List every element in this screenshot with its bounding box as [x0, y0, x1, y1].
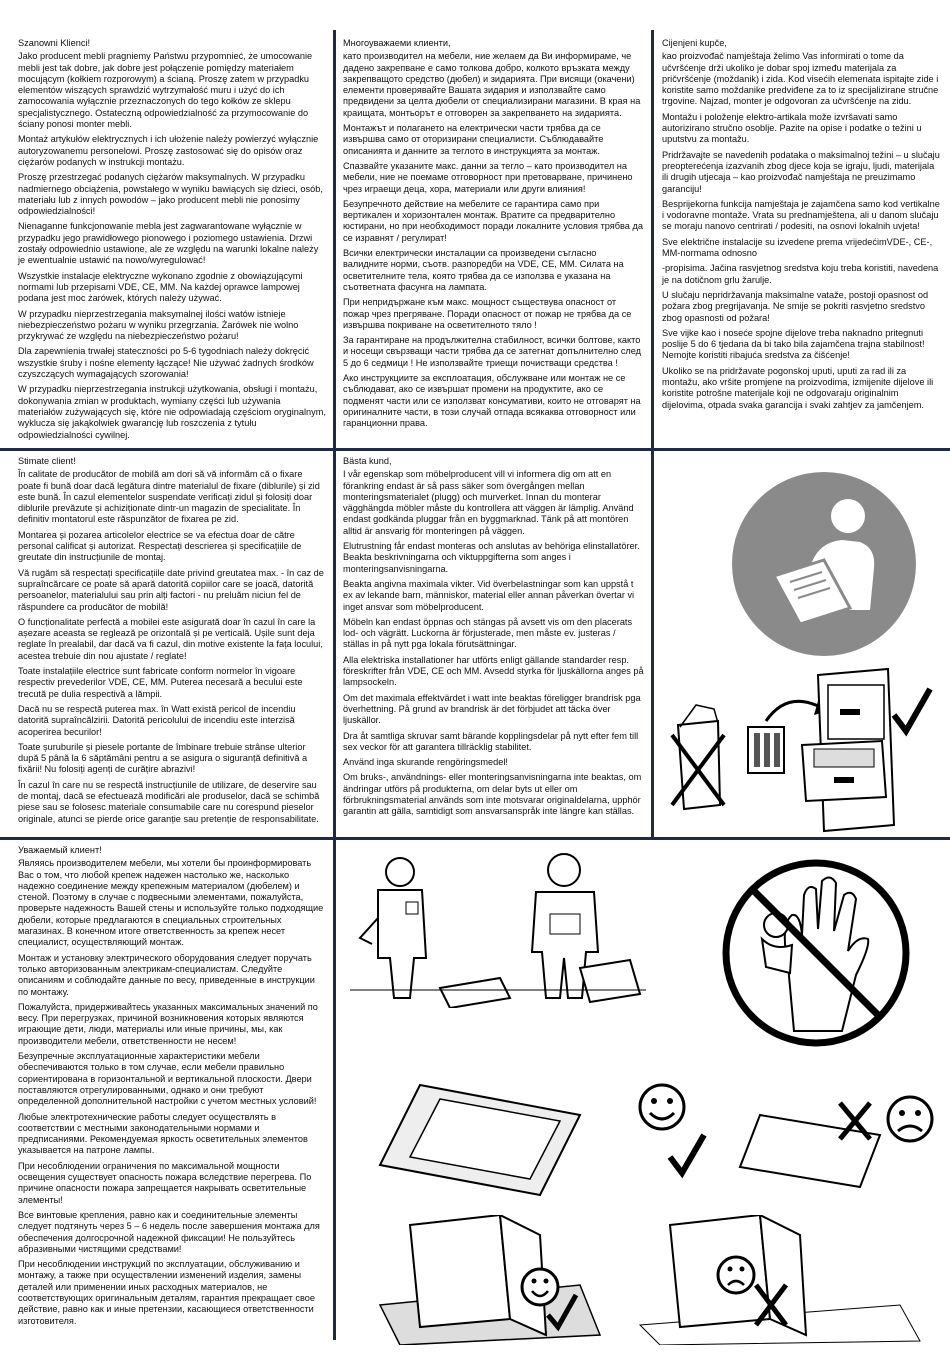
paragraph: При несоблюдении инструкций по эксплуатации, обслуживанию и монтажу, а также при осуществлении изменений изделия, замены деталей или применении иных расходных материалов, не соответствующих оригинальным деталям, гарантия прекращает свое действие, равно как и иные претензии, касающиеся ответственности изготовителя.: [18, 1259, 315, 1326]
greeting: Szanowni Klienci!: [18, 38, 91, 48]
crate-smiley-icon: [340, 1215, 940, 1345]
paragraph: Toate șuruburile și piesele portante de îmbinare trebuie strânse ulterior după 5 până la 6 săptămâni pentru a se asigura o siguranță definitivă a fixării! Nu folosiți agenți de curățire abrazivi!: [18, 741, 308, 775]
paragraph: При непридържане към макс. мощност съществува опасност от пожар чрез прегряване. Поради опасност от пожар не трябва да се извършва покриване на осветителното тяло !: [343, 297, 632, 330]
divider-top: [0, 448, 950, 451]
paragraph: При несоблюдении ограничения по максимальной мощности освещения существует опасность пожара вследствие перегрева. По причине опасности пожара запрещается накрывать осветительные элементы!: [18, 1160, 312, 1205]
paragraph: În calitate de producător de mobilă am dori să vă informăm că o fixare poate fi bună doar dacă legătura dintre materialul de fixare (diblurile) și zid este bună. În cazul elementelor suspendate verificați zidul și folosiți doar diblurile prevăzute și achiziționate dintr-un magazin de specialitate. În definitiv montatorul este răspunzător de fixarea pe zid.: [18, 469, 320, 525]
paragraph: Proszę przestrzegać podanych ciężarów maksymalnych. W przypadku nadmiernego obciążenia, powstałego w wyniku bawiących się dzieci, osób, materiału lub z innych powodów – jako producent mebli nie ponosimy odpowiedzialności!: [18, 172, 323, 217]
section-polish: [12, 36, 332, 446]
paragraph: Möbeln kan endast öppnas och stängas på avsett vis om den placerats lod- och vägrätt. Luckorna är förjusterade, men måste ev. justeras / ställas in på nytt pga lokala förutsättningar.: [343, 616, 633, 650]
section-swedish: [337, 454, 650, 836]
greeting: Bästa kund,: [343, 456, 392, 466]
rug-smiley-icon: [340, 1075, 940, 1205]
paragraph: Wszystkie instalacje elektryczne wykonano zgodnie z obowiązującymi normami lub przepisami VDE, CE, MM. Na każdej oprawce lampowej podana jest moc żarówek, których należy używać.: [18, 270, 303, 304]
paragraph: Sve vijke kao i noseće spojne dijelove treba naknadno pritegnuti poslije 5 do 6 tjedana da bi tako bila zajamčena trajna stabilnost! Nemojte koristiti ribajuća sredstva za čišćenje!: [662, 327, 925, 361]
section-croatian: [656, 36, 946, 446]
paragraph: Elutrustning får endast monteras och anslutas av behöriga elinstallatörer. Beakta beskrivningarna och viktuppgifterna som anges i monteringsanvisningarna.: [343, 541, 640, 574]
section-romanian: [12, 454, 332, 836]
divider-bottom: [0, 837, 950, 840]
paragraph: Sve električne instalacije su izvedene prema vrijedećimVDE-, CE-, MM-normama odnosno: [662, 236, 933, 259]
paragraph: Безупречные эксплуатационные характеристики мебели обеспечиваются только в том случае, если мебели правильно сориентирована в горизонтальной и вертикальной плоскости. Двери поставляются отрегулированными, однако и они требуют определенной дополнительной настройки с учетом местных условий!: [18, 1051, 317, 1107]
no-children-icon: [718, 855, 914, 1051]
paragraph: Монтаж и установку электрического оборудования следует поручать только авторизованным электрикам-специалистам. Следуйте описаниям и соблюдайте данные по весу, приведенные в инструкции по монтажу.: [18, 952, 315, 997]
paragraph: Jako producent mebli pragniemy Państwu przypomnieć, że umocowanie mebli jest tak dobre, jak dobre jest połączenie pomiędzy materiałem mocującym (kołkiem rozporowym) a ścianą. Proszę zatem w przypadku elementów wiszących sprawdzić wytrzymałość muru i użyć do ich zamocowania wyłącznie przeznaczonych do tego kołków ze sklepu specjalistycznego. Ostateczną odpowiedzialność za przymocowanie do ściany ponosi monter mebli.: [18, 51, 313, 130]
paragraph: -propisima. Jačina rasvjetnog sredstva koju treba koristiti, navedena je na dotičnom grlu žarulje.: [662, 263, 939, 285]
paragraph: Все винтовые крепления, равно как и соединительные элементы следует подтянуть через 5 – 6 недель после завершения монтажа для обеспечения долгосрочной надежной фиксации! Не пользуйтесь абразивными чистящими средствами!: [18, 1209, 320, 1254]
paragraph: Om det maximala effektvärdet i watt inte beaktas föreligger brandrisk pga överhettning. På grund av brandrisk är det förbjudet att täcka över ljuskällor.: [343, 692, 641, 726]
divider-col1b: [333, 840, 336, 1340]
paragraph: U slučaju nepridržavanja maksimalne vataže, postoji opasnost od požara zbog pregrijavanja. Ne smije se pokriti rasvjetno sredstvo zbog opasnosti od požara!: [662, 289, 929, 323]
section-bulgarian: [337, 36, 650, 446]
greeting: Stimate client!: [18, 456, 76, 466]
paragraph: W przypadku nieprzestrzegania instrukcji użytkowania, obsługi i montażu, dokonywania zmian w produktach, wymiany części lub używania materiałów zużywających się, które nie odpowiadają częściom oryginalnym, wyklucza się jakąkolwiek gwarancję lub roszczenia z tytułu odpowiedzialności cywilnej.: [18, 384, 326, 440]
read-manual-icon: [730, 470, 918, 658]
paragraph: O funcționalitate perfectă a mobilei este asigurată doar în cazul în care la așezare aceasta se reglează pe orizontală și pe verticală. Ușile sunt deja reglate în prealabil, dar dacă va fi cazul, din motive existente la fața locului, acestea trebuie din nou ajustate / reglate!: [18, 616, 323, 661]
paragraph: Om bruks-, användnings- eller monteringsanvisningarna inte beaktas, om ändringar utförs på produkterna, om delar byts ut eller om förbrukningsmaterial används som inte motsvarar originaldelarna, upphör garantin att gälla, samtidigt som ansvarsanspråk inte längre kan ställas.: [343, 772, 642, 817]
paragraph: În cazul în care nu se respectă instrucțiunile de utilizare, de deservire sau de montaj, dacă se efectuează modificări ale produselor, dacă se schimbă piese sau se folosesc materiale consumabile care nu corespund pieselor originale, atunci se pierde orice garanție sau pretenție de responsabilitate.: [18, 779, 320, 824]
greeting: Уважаемый клиент!: [18, 845, 102, 855]
paragraph: Ако инструкциите за експлоатация, обслужване или монтаж не се съблюдават, ако се извършат промени на продуктите, ако се подменят части или се използват консумативи, които не отговарят на оригиналните части, в този случай отпада всякаква отговорност или гаранционни права.: [343, 373, 641, 429]
paragraph: Всички електрически инсталации са произведени съгласно валидните норми, съотв. разпоредби на VDE, CE, MM. Силата на осветителните тела, която трябва да се използва е указана на съответната фасунга на лампата.: [343, 248, 624, 292]
paragraph: Являясь производителем мебели, мы хотели бы проинформировать Вас о том, что любой крепеж надежен настолько же, насколько надежно соединение между крепежным материалом (дюбелем) и стеной. Поэтому в случае с подвесными элементами, пожалуйста, проверьте надежность Вашей стены и используйте только подходящие дюбели, которые предлагаются в специальных строительных магазинах. В конечном итоге ответственность за крепеж несет специалист, осуществляющий монтаж.: [18, 858, 324, 948]
paragraph: Dacă nu se respectă puterea max. în Watt există pericol de incendiu datorită supraîncălzirii. Datorită pericolului de incendiu este interzisă acoperirea becurilor!: [18, 703, 296, 737]
paragraph: Montarea și pozarea articolelor electrice se va efectua doar de către personal calificat și autorizat. Respectați descrierea și specificațiile de greutate din instrucțiunile de montaj.: [18, 529, 302, 563]
paragraph: Beakta angivna maximala vikter. Vid överbelastningar som kan uppstå t ex av lekande barn, människor, material eller annan påverkan övertar vi inget ansvar som möbelproducent.: [343, 578, 635, 612]
paragraph: Toate instalațiile electrice sunt fabricate conform normelor în vigoare respectiv prevederilor VDE, CE, MM. Puterea necesară a becului este trecută pe dulia respectivă a lămpii.: [18, 666, 303, 699]
paragraph: като производител на мебели, ние желаем да Ви информираме, че дадено закрепване е само толкова добро, колкото връзката между закрепващото средство (дюбел) и зидарията. При висящи (окачени) елементи проверявайте Вашата зидария и използвайте само предвидени за целта дюбели от специализирани магазини. В края на краищата, монтьорът е отговорен за закрепването на зидарията.: [343, 51, 641, 118]
divider-col2: [651, 30, 654, 448]
paragraph: I vår egenskap som möbelproducent vill vi informera dig om att en förankring endast är så pass säker som övergången mellan monteringsmaterialet (plugg) och murverket. Innan du monterar vägghängda möbler måste du kontrollera att väggen är lämplig. Använd endast godkända pluggar från en byggmarknad. Tänk på att montören alltid är ansvarig för monteringen på väggen.: [343, 469, 634, 536]
paragraph: Besprijekorna funkcija namještaja je zajamčena samo kod vertikalne i vodoravne montaže. Vrata su prednamještena, ali u danom slučaju se moraju nanovo centrirati / podesiti, na osnovi lokalnih uvjeta!: [662, 198, 940, 232]
paragraph: W przypadku nieprzestrzegania maksymalnej ilości watów istnieje niebezpieczeństwo pożaru w wyniku przegrzania. Żarówek nie wolno przykrywać ze względu na niebezpieczeństwo pożaru!: [18, 308, 299, 342]
section-russian: [12, 843, 332, 1348]
paragraph: Безупречното действие на мебелите се гарантира само при вертикален и хоризонтален монтаж. Вратите са предварително юстирани, но при необходимост поради локалните условия трябва да се изравнят / регулират!: [343, 198, 643, 243]
paragraph: Montaż artykułów elektrycznych i ich ułożenie należy powierzyć wyłącznie autoryzowanemu personelowi. Proszę zastosować się do opisów oraz ciężarów podanych w instrukcji montażu.: [18, 134, 319, 167]
paragraph: Alla elektriska installationer har utförts enligt gällande standarder resp. föreskrifter från VDE, CE och MM. Avsedd styrka för ljuskällorna anges på lampsockeln.: [343, 654, 644, 688]
paragraph: Nienaganne funkcjonowanie mebla jest zagwarantowane wyłącznie w przypadku jego prawidłowego pionowego i poziomego ustawienia. Drzwi zostały odpowiednio ustawione, ale ze względu na warunki lokalne należy je ewentualnie ustawić na nowo/wyregulować!: [18, 221, 319, 266]
divider-col2b: [651, 451, 654, 837]
paragraph: Любые электротехнические работы следует осуществлять в соответствии с местными законодательными нормами и предписаниями. Рекомендуемая яркость осветительных элементов указывается на патроне лампы.: [18, 1111, 308, 1156]
paragraph: Dla zapewnienia trwałej stateczności po 5-6 tygodniach należy dokręcić wszystkie śruby i nośne elementy łączące! Nie używać żadnych środków czyszczących wymagających szorowania!: [18, 346, 314, 380]
paragraph: Спазвайте указаните макс. данни за тегло – като производител на мебели, ние не поемаме отговорност при претоварване, причинено чрез играещи деца, хора, материали или други влияния!: [343, 160, 633, 194]
paragraph: За гарантиране на продължителна стабилност, всички болтове, както и носещи свързващи части трябва да се затегнат допълнително след 5 до 6 седмици ! Не използвайте триещи почистващи средства !: [343, 335, 642, 368]
paragraph: Монтажът и полагането на електрически части трябва да се извършва само от оторизирани специалисти. Съблюдавайте описанията и данните за теглото в инструкцията за монтаж.: [343, 123, 604, 156]
greeting: Cijenjeni kupče,: [662, 38, 727, 48]
greeting: Многоуважаеми клиенти,: [343, 38, 451, 48]
paragraph: Dra åt samtliga skruvar samt bärande kopplingsdelar på nytt efter fem till sex veckor för att garantera tillräcklig stabilitet.: [343, 730, 639, 752]
paragraph: Pridržavajte se navedenih podataka o maksimalnoj težini – u slučaju preopterećenja izazvanih zbog djece koja se igraju, ljudi, materijala ili drugih utjecaja – kao proizvođač namještaja ne preuzimamo garanciju!: [662, 149, 940, 194]
paragraph: Пожалуйста, придерживайтесь указанных максимальных значений по весу. При перегрузках, причиной возникновения которых являются играющие дети, люди, материалы или иные причины, мы, как производители мебели, ответственности не несем!: [18, 1001, 318, 1046]
divider-col1: [333, 30, 336, 837]
paragraph: kao proizvođač namještaja želimo Vas informirati o tome da učvršćenje drži ukoliko je dobar spoj između materijala za pričvršćenje (moždanik) i zida. Kod visećih elemenata ispitajte zide i koristite samo moždanike predviđene za to iz specijaliziranе stručne trgovine. Najzad, monter je odgovoran za učvršćenje na zidu.: [662, 51, 939, 107]
paragraph: Använd inga skurande rengöringsmedel!: [343, 757, 508, 768]
paragraph: Ukoliko se na pridržavate pogonskoj uputi, uputi za rad ili za montažu, ako vršite promjene na proizvodima, izmijenite dijelove ili koristite potrošne materijale koji ne odgovaraju originalnim dijelovima, otpada svaka garancija i svaki zahtjev za jamčenjem.: [662, 365, 934, 410]
workers-icon: [350, 848, 646, 1008]
paragraph: Vă rugăm să respectați specificațiile date privind greutatea max. - în caz de supraîncărcare ce poate să apară datorită copiilor care se joacă, datorită persoanelor, materialului sau prin alți factori - nu preluăm niciun fel de răspundere ca producător de mobilă!: [18, 567, 324, 612]
file-cabinet-icon: [668, 665, 940, 837]
paragraph: Montažu i položenje elektro-artikala može izvršavati samo autorizirano stručno osoblje. Pazite na opise i podatke o težini u uputstvu za montažu.: [662, 111, 922, 145]
